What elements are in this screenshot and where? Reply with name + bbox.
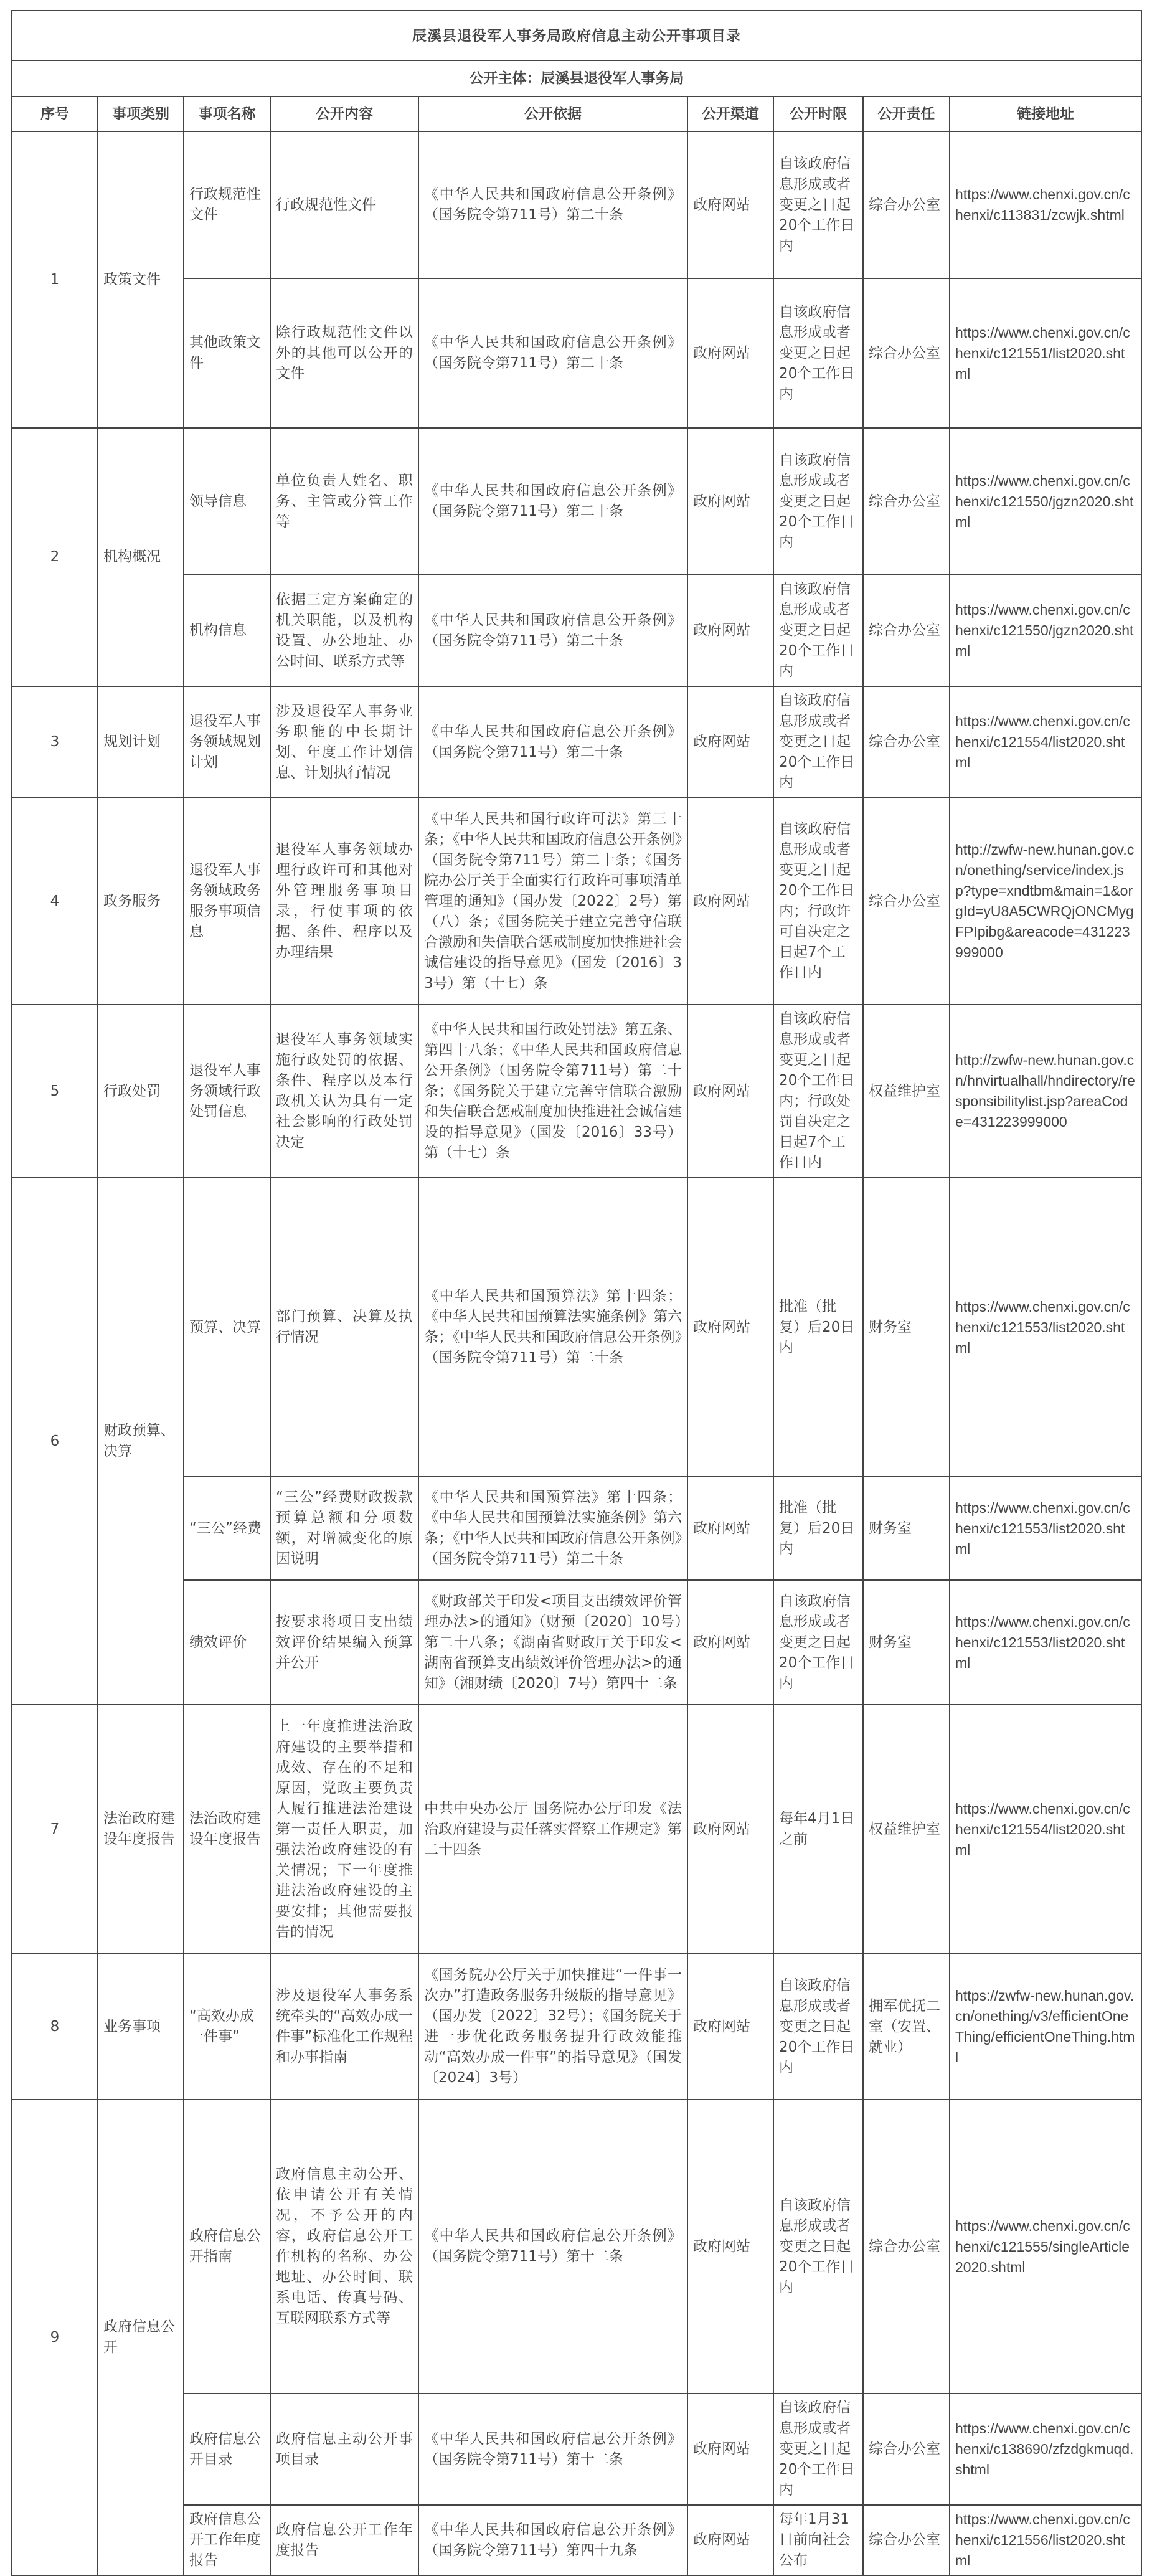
item-responsible: 财务室 [863, 1477, 950, 1580]
item-time-limit: 自该政府信息形成或者变更之日起20个工作日内 [773, 1580, 863, 1705]
item-content: 涉及退役军人事务系统牵头的“高效办成一件事”标准化工作规程和办事指南 [270, 1954, 418, 2100]
col-header-no: 序号 [12, 97, 98, 131]
item-name: “高效办成一件事” [184, 1954, 270, 2100]
item-name: 绩效评价 [184, 1580, 270, 1705]
item-basis: 《中华人民共和国政府信息公开条例》（国务院令第711号）第十二条 [418, 2394, 687, 2505]
item-link[interactable]: https://www.chenxi.gov.cn/chenxi/c113831/zcwjk.shtml [950, 131, 1141, 278]
row-number: 5 [12, 1005, 98, 1178]
item-responsible: 财务室 [863, 1178, 950, 1477]
item-content: 退役军人事务领域办理行政许可和其他对外管理服务事项目录，行使事项的依据、条件、程序以及办理结果 [270, 798, 418, 1005]
item-responsible: 综合办公室 [863, 686, 950, 798]
item-responsible: 综合办公室 [863, 131, 950, 278]
item-link[interactable]: https://zwfw-new.hunan.gov.cn/onething/v3/efficientOneThing/efficientOneThing.html [950, 1954, 1141, 2100]
item-responsible: 综合办公室 [863, 278, 950, 428]
item-channel: 政府网站 [687, 278, 773, 428]
item-responsible: 权益维护室 [863, 1005, 950, 1178]
item-name: 政府信息公开工作年度报告 [184, 2505, 270, 2575]
item-channel: 政府网站 [687, 2505, 773, 2575]
item-name: 政府信息公开目录 [184, 2394, 270, 2505]
table-row [12, 1954, 1141, 2100]
table-row [12, 2100, 1141, 2394]
item-time-limit: 批准（批复）后20日内 [773, 1477, 863, 1580]
item-content: 政府信息公开工作年度报告 [270, 2505, 418, 2575]
item-name: “三公”经费 [184, 1477, 270, 1580]
item-responsible: 财务室 [863, 1580, 950, 1705]
item-time-limit: 自该政府信息形成或者变更之日起20个工作日内；行政许可自决定之日起7个工作日内 [773, 798, 863, 1005]
item-link[interactable]: http://zwfw-new.hunan.gov.cn/hnvirtualhall/hndirectory/responsibilitylist.jsp?areaCode=431223999000 [950, 1005, 1141, 1178]
item-time-limit: 每年1月31日前向社会公布 [773, 2505, 863, 2575]
item-time-limit: 自该政府信息形成或者变更之日起20个工作日内 [773, 1954, 863, 2100]
item-time-limit: 自该政府信息形成或者变更之日起20个工作日内 [773, 428, 863, 575]
item-basis: 《中华人民共和国预算法》第十四条；《中华人民共和国预算法实施条例》第六条；《中华人民共和国政府信息公开条例》（国务院令第711号）第二十条 [418, 1477, 687, 1580]
item-basis: 《中华人民共和国行政处罚法》第五条、第四十八条；《中华人民共和国政府信息公开条例》（国务院令第711号）第二十条；《国务院关于建立完善守信联合激励和失信联合惩戒制度加快推进社会诚信建设的指导意见》（国发〔2016〕33号）第（十七）条 [418, 1005, 687, 1178]
table-row [12, 686, 1141, 798]
item-content: 按要求将项目支出绩效评价结果编入预算并公开 [270, 1580, 418, 1705]
table-body [12, 131, 1141, 2575]
table-row [12, 798, 1141, 1005]
item-channel: 政府网站 [687, 1580, 773, 1705]
item-responsible: 综合办公室 [863, 2394, 950, 2505]
row-number: 7 [12, 1705, 98, 1954]
table-row [12, 1005, 1141, 1178]
item-time-limit: 自该政府信息形成或者变更之日起20个工作日内 [773, 2100, 863, 2394]
item-channel: 政府网站 [687, 131, 773, 278]
item-link[interactable]: https://www.chenxi.gov.cn/chenxi/c121554/list2020.shtml [950, 1705, 1141, 1954]
item-channel: 政府网站 [687, 1178, 773, 1477]
item-name: 退役军人事务领域规划计划 [184, 686, 270, 798]
col-header-link: 链接地址 [950, 97, 1141, 131]
item-link[interactable]: https://www.chenxi.gov.cn/chenxi/c121553/list2020.shtml [950, 1178, 1141, 1477]
item-basis: 《国务院办公厅关于加快推进“一件事一次办”打造政务服务升级版的指导意见》（国办发〔2022〕32号）；《国务院关于进一步优化政务服务提升行政效能推动“高效办成一件事”的指导意见》（国发〔2024〕3号） [418, 1954, 687, 2100]
item-content: 部门预算、决算及执行情况 [270, 1178, 418, 1477]
item-time-limit: 自该政府信息形成或者变更之日起20个工作日内 [773, 2394, 863, 2505]
item-link[interactable]: https://www.chenxi.gov.cn/chenxi/c121554/list2020.shtml [950, 686, 1141, 798]
document-title: 辰溪县退役军人事务局政府信息主动公开事项目录 [12, 11, 1141, 60]
item-content: 涉及退役军人事务业务职能的中长期计划、年度工作计划信息、计划执行情况 [270, 686, 418, 798]
item-category: 规划计划 [98, 686, 184, 798]
col-header-time-limit: 公开时限 [773, 97, 863, 131]
item-basis: 《中华人民共和国政府信息公开条例》（国务院令第711号）第二十条 [418, 278, 687, 428]
row-number: 3 [12, 686, 98, 798]
item-category: 政策文件 [98, 131, 184, 428]
col-header-responsible: 公开责任 [863, 97, 950, 131]
item-name: 退役军人事务领域政务服务事项信息 [184, 798, 270, 1005]
item-link[interactable]: https://www.chenxi.gov.cn/chenxi/c121550/jgzn2020.shtml [950, 575, 1141, 686]
item-channel: 政府网站 [687, 428, 773, 575]
item-time-limit: 自该政府信息形成或者变更之日起20个工作日内 [773, 131, 863, 278]
item-link[interactable]: https://www.chenxi.gov.cn/chenxi/c121551/list2020.shtml [950, 278, 1141, 428]
item-channel: 政府网站 [687, 1005, 773, 1178]
row-number: 6 [12, 1178, 98, 1705]
item-channel: 政府网站 [687, 1705, 773, 1954]
item-channel: 政府网站 [687, 2394, 773, 2505]
row-number: 2 [12, 428, 98, 686]
item-basis: 《中华人民共和国政府信息公开条例》（国务院令第711号）第二十条 [418, 131, 687, 278]
table-row [12, 428, 1141, 575]
item-time-limit: 自该政府信息形成或者变更之日起20个工作日内 [773, 575, 863, 686]
item-content: 行政规范性文件 [270, 131, 418, 278]
item-name: 政府信息公开指南 [184, 2100, 270, 2394]
item-category: 财政预算、决算 [98, 1178, 184, 1705]
item-responsible: 综合办公室 [863, 2505, 950, 2575]
item-channel: 政府网站 [687, 2100, 773, 2394]
item-responsible: 综合办公室 [863, 428, 950, 575]
table-row [12, 131, 1141, 278]
item-category: 政府信息公开 [98, 2100, 184, 2575]
item-link[interactable]: https://www.chenxi.gov.cn/chenxi/c121550/jgzn2020.shtml [950, 428, 1141, 575]
row-number: 8 [12, 1954, 98, 2100]
item-basis: 《中华人民共和国政府信息公开条例》（国务院令第711号）第二十条 [418, 575, 687, 686]
item-category: 机构概况 [98, 428, 184, 686]
item-content: 除行政规范性文件以外的其他可以公开的文件 [270, 278, 418, 428]
col-header-channel: 公开渠道 [687, 97, 773, 131]
item-name: 领导信息 [184, 428, 270, 575]
item-responsible: 拥军优抚二室（安置、就业） [863, 1954, 950, 2100]
disclosure-subject: 公开主体：辰溪县退役军人事务局 [12, 60, 1141, 97]
item-link[interactable]: https://www.chenxi.gov.cn/chenxi/c121553/list2020.shtml [950, 1477, 1141, 1580]
item-channel: 政府网站 [687, 686, 773, 798]
item-content: 依据三定方案确定的机关职能，以及机构设置、办公地址、办公时间、联系方式等 [270, 575, 418, 686]
item-category: 政务服务 [98, 798, 184, 1005]
table-row [12, 1178, 1141, 1477]
item-category: 法治政府建设年度报告 [98, 1705, 184, 1954]
item-responsible: 权益维护室 [863, 1705, 950, 1954]
item-category: 业务事项 [98, 1954, 184, 2100]
table-row [12, 1705, 1141, 1954]
item-channel: 政府网站 [687, 575, 773, 686]
item-basis: 《中华人民共和国政府信息公开条例》（国务院令第711号）第二十条 [418, 428, 687, 575]
item-channel: 政府网站 [687, 798, 773, 1005]
item-name: 退役军人事务领域行政处罚信息 [184, 1005, 270, 1178]
item-name: 行政规范性文件 [184, 131, 270, 278]
item-basis: 《中华人民共和国政府信息公开条例》（国务院令第711号）第十二条 [418, 2100, 687, 2394]
row-number: 1 [12, 131, 98, 428]
row-number: 9 [12, 2100, 98, 2575]
item-time-limit: 自该政府信息形成或者变更之日起20个工作日内 [773, 686, 863, 798]
item-name: 其他政策文件 [184, 278, 270, 428]
item-responsible: 综合办公室 [863, 2100, 950, 2394]
item-basis: 《中华人民共和国政府信息公开条例》（国务院令第711号）第二十条 [418, 686, 687, 798]
item-content: 单位负责人姓名、职务、主管或分管工作等 [270, 428, 418, 575]
item-time-limit: 自该政府信息形成或者变更之日起20个工作日内 [773, 278, 863, 428]
col-header-category: 事项类别 [98, 97, 184, 131]
item-basis: 《中华人民共和国预算法》第十四条；《中华人民共和国预算法实施条例》第六条；《中华人民共和国政府信息公开条例》（国务院令第711号）第二十条 [418, 1178, 687, 1477]
item-content: 上一年度推进法治政府建设的主要举措和成效、存在的不足和原因，党政主要负责人履行推进法治建设第一责任人职责，加强法治政府建设的有关情况；下一年度推进法治政府建设的主要安排；其他需要报告的情况 [270, 1705, 418, 1954]
item-basis: 《中华人民共和国行政许可法》第三十条；《中华人民共和国政府信息公开条例》（国务院令第711号）第二十条；《国务院办公厅关于全面实行行政许可事项清单管理的通知》（国办发〔2022〕2号）第（八）条；《国务院关于建立完善守信联合激励和失信联合惩戒制度加快推进社会诚信建设的指导意见》（国发〔2016〕33号）第（十七）条 [418, 798, 687, 1005]
item-content: 政府信息主动公开、依申请公开有关情况，不予公开的内容，政府信息公开工作机构的名称、办公地址、办公时间、联系电话、传真号码、互联网联系方式等 [270, 2100, 418, 2394]
item-basis: 《中华人民共和国政府信息公开条例》（国务院令第711号）第四十九条 [418, 2505, 687, 2575]
item-basis: 中共中央办公厅 国务院办公厅印发《法治政府建设与责任落实督察工作规定》第二十四条 [418, 1705, 687, 1954]
item-time-limit: 自该政府信息形成或者变更之日起20个工作日内；行政处罚自决定之日起7个工作日内 [773, 1005, 863, 1178]
item-name: 机构信息 [184, 575, 270, 686]
disclosure-table [11, 10, 1142, 2576]
item-link[interactable]: https://www.chenxi.gov.cn/chenxi/c121553/list2020.shtml [950, 1580, 1141, 1705]
item-name: 预算、决算 [184, 1178, 270, 1477]
item-channel: 政府网站 [687, 1954, 773, 2100]
item-category: 行政处罚 [98, 1005, 184, 1178]
item-responsible: 综合办公室 [863, 575, 950, 686]
col-header-content: 公开内容 [270, 97, 418, 131]
col-header-basis: 公开依据 [418, 97, 687, 131]
item-time-limit: 批准（批复）后20日内 [773, 1178, 863, 1477]
item-link[interactable]: https://www.chenxi.gov.cn/chenxi/c121555/singleArticle2020.shtml [950, 2100, 1141, 2394]
item-name: 法治政府建设年度报告 [184, 1705, 270, 1954]
item-link[interactable]: https://www.chenxi.gov.cn/chenxi/c121556/list2020.shtml [950, 2505, 1141, 2575]
item-basis: 《财政部关于印发<项目支出绩效评价管理办法>的通知》（财预〔2020〕10号）第二十八条；《湖南省财政厅关于印发<湖南省预算支出绩效评价管理办法>的通知》（湘财绩〔2020〕7号）第四十二条 [418, 1580, 687, 1705]
item-channel: 政府网站 [687, 1477, 773, 1580]
item-link[interactable]: http://zwfw-new.hunan.gov.cn/onething/service/index.jsp?type=xndtbm&main=1&orgId=yU8A5CWRQjONCMygFPIpibg&areacode=431223999000 [950, 798, 1141, 1005]
item-content: 政府信息主动公开事项目录 [270, 2394, 418, 2505]
item-content: 退役军人事务领域实施行政处罚的依据、条件、程序以及本行政机关认为具有一定社会影响的行政处罚决定 [270, 1005, 418, 1178]
item-content: “三公”经费财政拨款预算总额和分项数额，对增减变化的原因说明 [270, 1477, 418, 1580]
col-header-item-name: 事项名称 [184, 97, 270, 131]
item-link[interactable]: https://www.chenxi.gov.cn/chenxi/c138690/zfzdgkmuqd.shtml [950, 2394, 1141, 2505]
item-responsible: 综合办公室 [863, 798, 950, 1005]
row-number: 4 [12, 798, 98, 1005]
item-time-limit: 每年4月1日之前 [773, 1705, 863, 1954]
